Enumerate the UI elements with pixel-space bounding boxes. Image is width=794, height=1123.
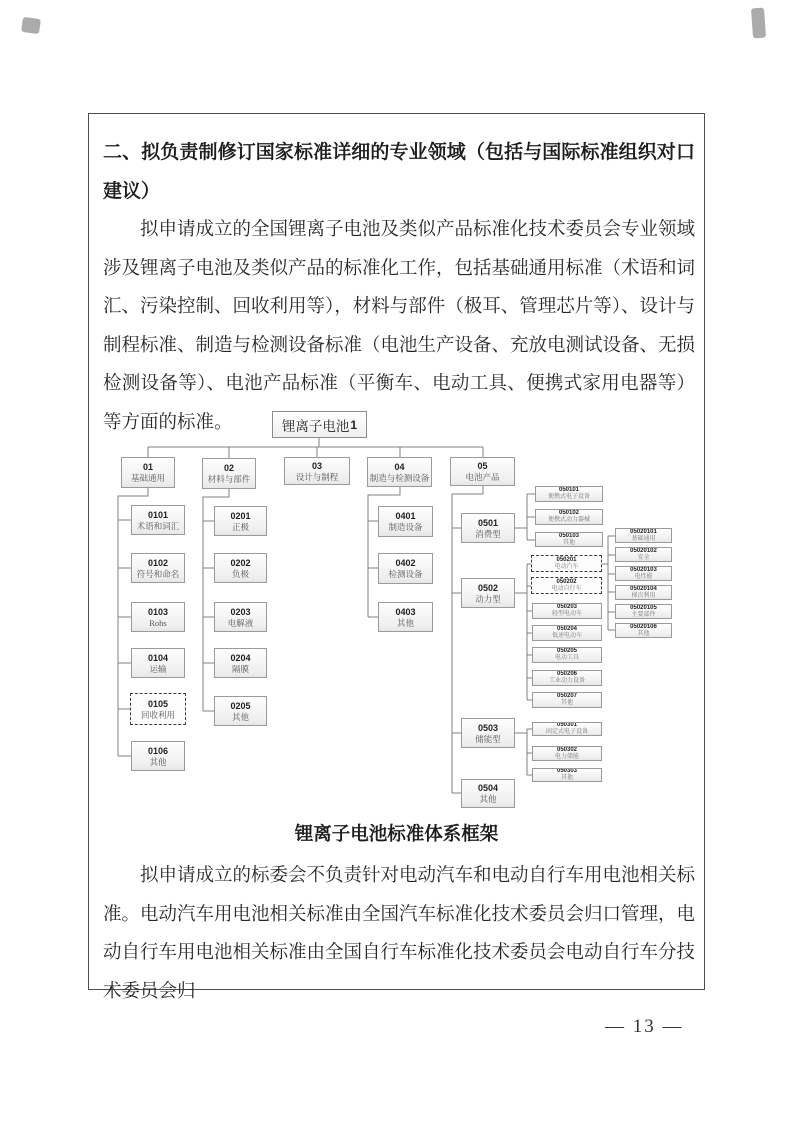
tree-node-label: 电解液	[227, 617, 254, 628]
tree-node-label: Rohs	[149, 617, 167, 628]
tree-node-code: 04	[394, 461, 405, 472]
tree-node-code: 050205	[556, 648, 578, 654]
tree-node-label: 其他	[149, 756, 167, 767]
tree-node-050203	[532, 603, 602, 619]
tree-node-050101	[535, 486, 603, 502]
tree-node-code: 0403	[395, 606, 416, 617]
tree-node-label: 电力储能	[554, 753, 579, 760]
tree-node-label: 便携式电子设备	[547, 494, 590, 500]
tree-node-050207	[532, 692, 602, 708]
tree-node-05020104	[615, 585, 672, 600]
tree-node-code: 0203	[230, 606, 251, 617]
tree-node-label: 安全	[637, 554, 650, 561]
tree-node-0204	[214, 648, 267, 678]
tree-node-code: 0205	[230, 700, 251, 711]
tree-node-code: 05020106	[630, 623, 657, 630]
tree-node-050301	[532, 722, 602, 736]
tree-node-0503	[461, 718, 515, 748]
paragraph-exclusions: 拟申请成立的标委会不负责针对电动汽车和电动自行车用电池相关标准。电动汽车用电池相关标准由全国汽车标准化技术委员会归口管理，电动自行车用电池相关标准由全国自行车标准化技术委员会电动自行车分技术委员会归	[103, 866, 696, 1002]
tree-node-code: 0105	[147, 698, 169, 709]
tree-node-code: 0501	[477, 517, 499, 528]
tree-node-label: 固定式电子设备	[545, 729, 588, 735]
footnote-mark: 1	[350, 417, 358, 432]
tree-node-0104	[131, 648, 185, 678]
tree-node-code: 050206	[556, 671, 578, 677]
tree-node-050201	[531, 555, 602, 572]
tree-node-label: 基础通用	[631, 535, 656, 542]
tree-node-code: 0204	[230, 652, 251, 663]
tree-node-code: 050207	[556, 693, 578, 699]
tree-node-code: 050203	[556, 604, 578, 610]
tree-node-04	[367, 457, 432, 487]
tree-node-05020106	[615, 623, 672, 638]
tree-node-label: 制造与检测设备	[369, 472, 430, 483]
tree-node-0401	[378, 506, 433, 537]
page-number: — 13 —	[605, 1016, 684, 1037]
tree-node-label: 回收利用	[140, 709, 175, 720]
tree-node-label: 负极	[231, 568, 249, 579]
tree-node-code: 050202	[556, 578, 577, 585]
tree-node-01	[121, 457, 175, 488]
tree-node-050103	[535, 532, 603, 547]
tree-node-label: 材料与部件	[207, 474, 251, 484]
tree-node-label: 正极	[231, 521, 249, 532]
tree-node-label: 电池产品	[465, 472, 500, 482]
tree-node-code: 050204	[556, 626, 578, 632]
tree-node-code: 050302	[556, 746, 578, 753]
tree-node-label: 电性能	[634, 573, 653, 580]
tree-node-label: 便携式动力器械	[547, 517, 590, 523]
tree-node-0103	[131, 602, 185, 632]
tree-node-050302	[532, 746, 602, 761]
tree-node-050205	[532, 647, 602, 663]
tree-node-05020105	[615, 604, 672, 619]
tree-node-code: 050303	[556, 768, 578, 774]
tree-node-0402	[378, 553, 433, 584]
tree-node-050202	[531, 577, 602, 594]
tree-node-0502	[461, 578, 515, 608]
tree-node-root	[272, 411, 367, 438]
tree-node-code: 0202	[230, 557, 251, 568]
tree-node-label: 基础通用	[130, 473, 165, 483]
tree-node-02	[202, 458, 256, 489]
tree-node-0501	[461, 513, 515, 543]
tree-node-label: 其他	[396, 617, 414, 628]
tree-node-code: 05020101	[630, 528, 657, 535]
tree-node-label: 隔膜	[231, 663, 249, 674]
tree-node-0205	[214, 696, 267, 726]
tree-node-0403	[378, 602, 433, 632]
tree-node-code: 05020102	[630, 547, 657, 554]
figure-caption: 锂离子电池标准体系框架	[294, 823, 499, 844]
tree-node-code: 0106	[147, 745, 169, 756]
tree-node-05020103	[615, 566, 672, 581]
tree-node-label: 制造设备	[388, 522, 423, 532]
paragraph-scope-intro: 拟申请成立的全国锂离子电池及类似产品标准化技术委员会专业领域涉及锂离子电池及类似产品的标准化工作，包括基础通用标准（术语和词汇、污染控制、回收利用等），材料与部件（极耳、管理芯片等）、设计与制程标准、制造与检测设备标准（电池生产设备、充放电测试设备、无损检测设备等）、电池产品标准（平衡车、电动工具、便携式家用电器等）等方面的标准。	[103, 220, 696, 433]
scan-artifact-top-left	[21, 17, 41, 34]
scan-artifact-top-right	[751, 8, 766, 39]
tree-node-code: 0101	[147, 509, 169, 520]
tree-node-code: 03	[311, 460, 322, 471]
tree-node-0201	[214, 506, 267, 536]
tree-node-code: 0201	[230, 510, 251, 521]
tree-node-code: 050102	[558, 510, 580, 516]
tree-node-0105	[130, 693, 186, 725]
tree-node-code: 0401	[395, 511, 416, 521]
tree-node-label: 运输	[149, 663, 167, 674]
tree-node-code: 050101	[558, 487, 580, 493]
tree-node-0203	[214, 602, 267, 632]
tree-node-05020101	[615, 528, 672, 543]
tree-node-050204	[532, 625, 602, 641]
tree-node-label: 轻型电动车	[551, 611, 582, 617]
tree-node-code: 05020105	[630, 604, 657, 611]
tree-node-code: 05	[477, 461, 488, 471]
tree-node-050206	[532, 670, 602, 686]
tree-node-05020102	[615, 547, 672, 562]
tree-node-label: 主要部件	[631, 611, 656, 618]
tree-node-0202	[214, 553, 267, 583]
tree-node-code: 0104	[147, 652, 169, 663]
tree-node-code: 0402	[395, 558, 416, 568]
tree-node-label: 动力型	[475, 593, 501, 604]
tree-node-050303	[532, 768, 602, 782]
tree-node-code: 05020104	[630, 585, 657, 592]
tree-node-label: 其他	[560, 775, 573, 781]
tree-node-label: 电动工具	[554, 655, 579, 661]
tree-node-label: 其他	[560, 700, 573, 706]
tree-node-05	[450, 457, 515, 486]
tree-node-code: 050301	[556, 722, 578, 728]
tree-node-label: 符号和命名	[136, 568, 180, 579]
tree-node-050102	[535, 509, 603, 525]
tree-node-code: 050103	[558, 532, 580, 539]
tree-node-0106	[131, 741, 185, 771]
tree-node-code: 0103	[147, 606, 169, 617]
tree-node-code: 02	[223, 463, 234, 473]
tree-node-03	[284, 457, 350, 485]
tree-node-label: 设计与制程	[295, 471, 339, 482]
tree-node-label: 其他	[231, 711, 249, 722]
tree-node-0102	[131, 553, 185, 583]
tree-node-label: 其他	[562, 539, 575, 546]
tree-node-label: 消费型	[475, 528, 501, 539]
tree-node-code: 0502	[477, 582, 499, 593]
tree-node-code: 01	[142, 462, 153, 472]
tree-node-label: 其他	[637, 630, 650, 637]
tree-node-code: 05020103	[630, 566, 657, 573]
tree-node-label: 电动汽车	[554, 563, 579, 570]
tree-node-label: 梯次利用	[631, 592, 656, 599]
tree-node-root-label: 锂离子电池	[281, 418, 350, 434]
tree-node-label: 检测设备	[388, 569, 423, 579]
tree-node-label: 低速电动车	[551, 633, 582, 639]
tree-node-code: 050201	[556, 556, 577, 563]
tree-node-label: 储能型	[475, 733, 501, 744]
tree-node-label: 其他	[479, 794, 497, 804]
tree-node-label: 工业动力设备	[548, 678, 585, 684]
section-heading: 二、拟负责制修订国家标准详细的专业领域（包括与国际标准组织对口建议）	[103, 142, 695, 202]
tree-node-code: 0102	[147, 557, 169, 568]
tree-node-label: 电动自行车	[551, 585, 582, 592]
tree-node-0504	[461, 779, 515, 808]
tree-node-0101	[131, 505, 185, 535]
tree-node-label: 术语和词汇	[136, 520, 180, 531]
tree-node-code: 0503	[477, 722, 499, 733]
tree-node-code: 0504	[477, 783, 499, 793]
